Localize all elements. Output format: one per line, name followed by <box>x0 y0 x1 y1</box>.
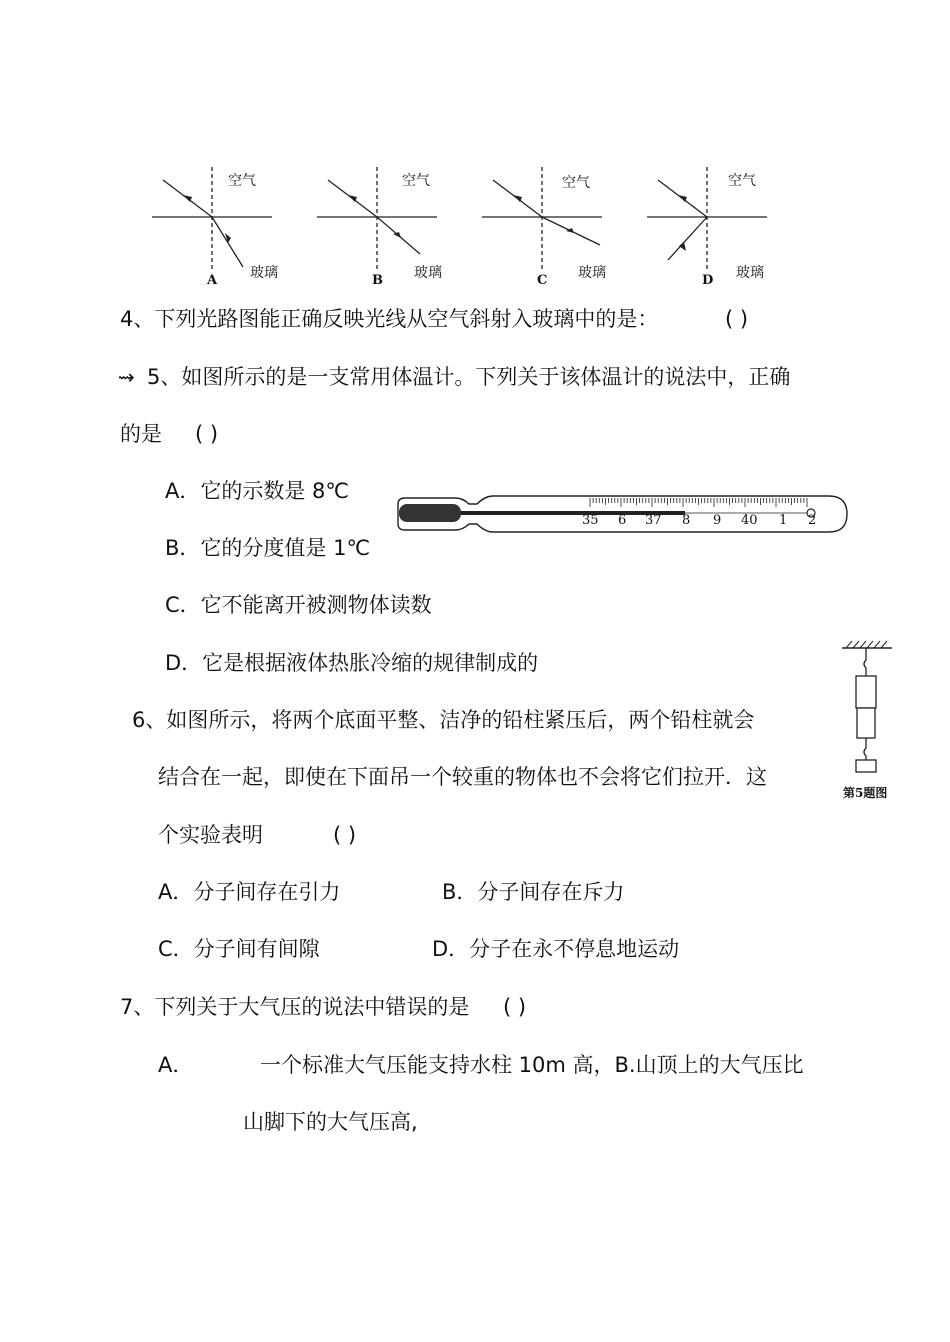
diagram-a-letter: A <box>207 273 218 288</box>
question-6-paren: ( ) <box>333 823 357 847</box>
question-6-option-a: A．分子间存在引力 <box>158 880 341 904</box>
diagram-d-top-label: 空气 <box>728 173 756 189</box>
thermometer-label-42: 2 <box>808 513 817 528</box>
diagram-d-letter: D <box>702 273 714 288</box>
question-5-option-a: A．它的示数是 8℃ <box>165 479 349 503</box>
question-7-text: 7、下列关于大气压的说法中错误的是 <box>120 995 470 1019</box>
question-7-paren: ( ) <box>503 995 527 1019</box>
question-6-text-cont-1: 结合在一起，即使在下面吊一个较重的物体也不会将它们拉开．这 <box>158 765 767 789</box>
question-6-text: 6、如图所示，将两个底面平整、洁净的铅柱紧压后，两个铅柱就会 <box>132 708 755 732</box>
question-7-option-a-text: 一个标准大气压能支持水柱 10m 高，B.山顶上的大气压比 <box>260 1053 804 1077</box>
diagram-a-bottom-label: 玻璃 <box>250 265 278 281</box>
thermometer-label-35: 35 <box>582 513 599 528</box>
thermometer-label-39: 9 <box>713 513 722 528</box>
thermometer-label-40: 40 <box>741 513 758 528</box>
lead-cylinders-figure <box>838 638 898 778</box>
light-path-diagrams <box>0 0 950 300</box>
diagram-c-letter: C <box>537 273 548 288</box>
diagram-a-top-label: 空气 <box>228 173 256 189</box>
question-6-option-c: C．分子间有间隙 <box>158 937 320 961</box>
question-6-option-d: D．分子在永不停息地运动 <box>432 937 680 961</box>
thermometer-label-41: 1 <box>779 513 788 528</box>
question-5-paren: ( ) <box>195 422 219 446</box>
question-7-option-a-letter: A． <box>158 1053 194 1077</box>
diagram-b-letter: B <box>372 273 383 288</box>
diagram-b-top-label: 空气 <box>402 173 430 189</box>
question-5-option-d: D．它是根据液体热胀冷缩的规律制成的 <box>165 651 539 675</box>
thermometer-label-37: 37 <box>645 513 662 528</box>
diagram-c-bottom-label: 玻璃 <box>578 265 606 281</box>
thermometer-label-36: 6 <box>618 513 627 528</box>
question-5-option-c: C．它不能离开被测物体读数 <box>165 593 432 617</box>
question-5-text: 5、如图所示的是一支常用体温计。下列关于该体温计的说法中，正确 <box>147 365 791 389</box>
diagram-b-bottom-label: 玻璃 <box>414 265 442 281</box>
question-4-text: 4、下列光路图能正确反映光线从空气斜射入玻璃中的是： <box>120 307 659 331</box>
figure-5-caption: 第5题图 <box>843 786 888 800</box>
question-5-option-b: B．它的分度值是 1℃ <box>165 536 371 560</box>
diagram-d-bottom-label: 玻璃 <box>736 265 764 281</box>
question-6-text-cont-2: 个实验表明 <box>158 823 263 847</box>
thermometer-label-38: 8 <box>682 513 691 528</box>
diagram-c-top-label: 空气 <box>562 175 590 191</box>
question-4-paren: ( ) <box>725 307 749 331</box>
question-5-text-cont: 的是 <box>120 422 162 446</box>
question-6-option-b: B．分子间存在斥力 <box>442 880 625 904</box>
question-7-option-a-cont: 山脚下的大气压高, <box>243 1110 418 1134</box>
question-5-mark: ⇝ <box>118 365 135 389</box>
